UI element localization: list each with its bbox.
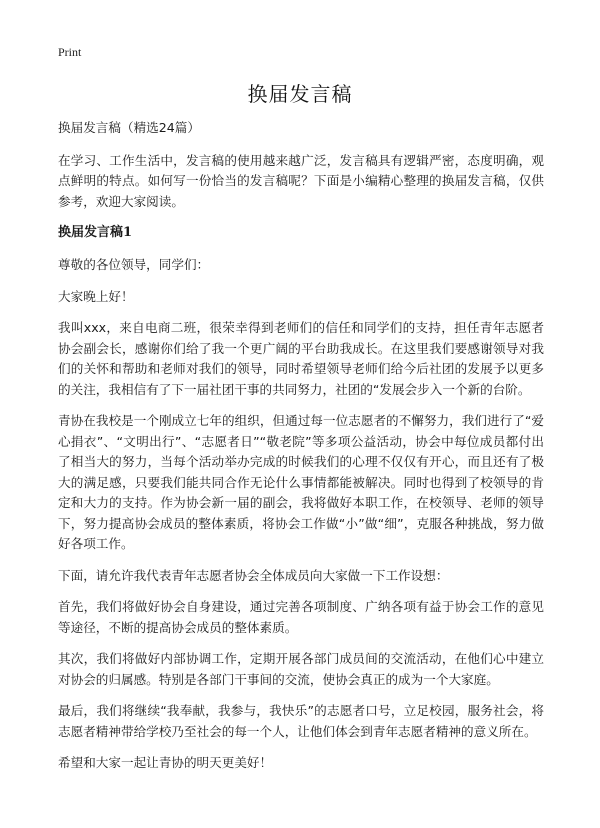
document-body (58, 118, 544, 785)
paragraph: 首先，我们将做好协会自身建设，通过完善各项制度、广纳各项有益于协会工作的意见等途径，不断的提高协会成员的整体素质。 (58, 599, 544, 635)
paragraph-salutation: 尊敬的各位领导，同学们： (58, 257, 210, 272)
paragraph: 青协在我校是一个刚成立七年的组织，但通过每一位志愿者的不懈努力，我们进行了“爱心捐衣”、“文明出行”、“志愿者日”“敬老院”等多项公益活动，协会中每位成员都付出了相当大的努力，当每个活动举办完成的时候我们的心理不仅仅有开心，而且还有了极大的满足感，只要我们能共同合作无论什么事情都能被解决。同时也得到了校领导的肯定和大力的支持。作为协会新一届的副会，我将做好本职工作，在校领导、老师的领导下，努力提高协会成员的整体素质，将协会工作做“小”做“细”，克服各种挑战，努力做好各项工作。 (58, 413, 544, 551)
document-subtitle: 换届发言稿（精选24篇） (58, 120, 200, 135)
paragraph-closing: 希望和大家一起让青协的明天更美好！ (58, 755, 273, 770)
paragraph: 下面，请允许我代表青年志愿者协会全体成员向大家做一下工作设想： (58, 567, 449, 583)
section-heading: 换届发言稿1 (58, 225, 133, 240)
print-label: Print (58, 45, 82, 59)
page-title: 换届发言稿 (247, 82, 353, 106)
paragraph: 其次，我们将做好内部协调工作，定期开展各部门成员间的交流活动，在他们心中建立对协会的归属感。特别是各部门干事间的交流，使协会真正的成为一个大家庭。 (58, 651, 544, 687)
paragraph-greeting: 大家晚上好！ (58, 288, 134, 304)
paragraph: 我叫xxx，来自电商二班，很荣幸得到老师们的信任和同学们的支持，担任青年志愿者协会副会长，感谢你们给了我一个更广阔的平台助我成长。在这里我们要感谢领导对我们的关怀和帮助和老师对我们的领导，同时希望领导老师们给今后社团的发展予以更多的关注，我相信有了下一届社团干事的共同努力，社团的“发展会步入一个新的台阶。 (58, 320, 544, 397)
intro-paragraph: 在学习、工作生活中，发言稿的使用越来越广泛，发言稿具有逻辑严密，态度明确，观点鲜明的特点。如何写一份恰当的发言稿呢？下面是小编精心整理的换届发言稿，仅供参考，欢迎大家阅读。 (58, 152, 544, 209)
paragraph: 最后，我们将继续“我奉献，我参与，我快乐”的志愿者口号，立足校园，服务社会，将志愿者精神带给学校乃至社会的每一个人，让他们体会到青年志愿者精神的意义所在。 (58, 703, 544, 739)
